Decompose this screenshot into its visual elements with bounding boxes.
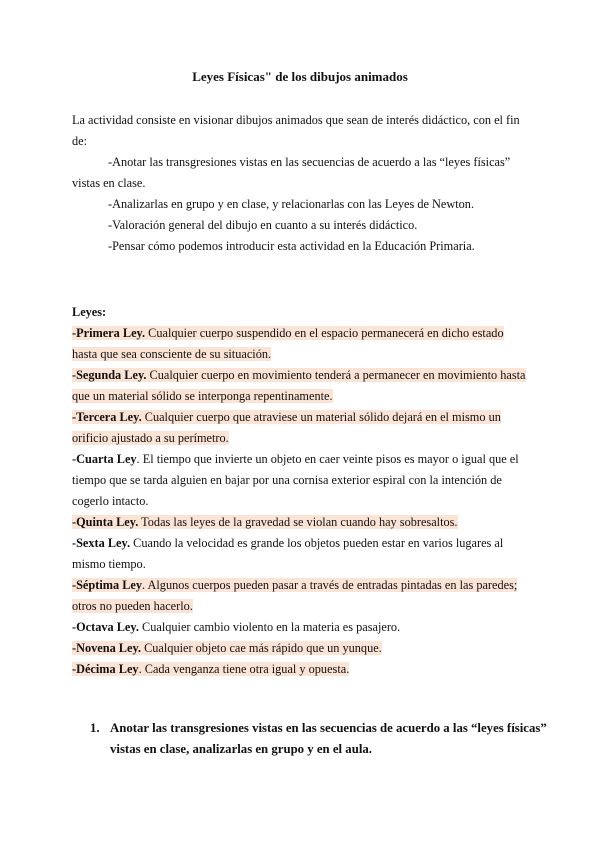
law-label: -Octava Ley. bbox=[72, 620, 139, 634]
law-text: Todas las leyes de la gravedad se violan cuando hay sobresaltos. bbox=[138, 515, 458, 529]
law-label: -Cuarta Ley bbox=[72, 452, 137, 466]
law-item bbox=[72, 407, 530, 449]
law-label: -Primera Ley. bbox=[72, 326, 146, 340]
law-item bbox=[72, 638, 530, 659]
intro-bullet: -Anotar las transgresiones vistas en las secuencias de acuerdo a las “leyes físicas” vistas en clase. bbox=[72, 155, 511, 190]
law-text: Cualquier cuerpo en movimiento tenderá a permanecer en movimiento hasta que un material sólido se interponga repentinamente. bbox=[72, 368, 526, 403]
law-text: . El tiempo que invierte un objeto en caer veinte pisos es mayor o igual que el tiempo que se tarda alguien en bajar por una cornisa exterior espiral con la intención de cogerlo intacto. bbox=[72, 452, 519, 508]
question-text: Anotar las transgresiones vistas en las secuencias de acuerdo a las “leyes físicas” vistas en clase, analizarlas en grupo y en el aula. bbox=[110, 721, 547, 756]
intro-paragraph: La actividad consiste en visionar dibujos animados que sean de interés didáctico, con el fin de: bbox=[72, 113, 520, 148]
law-item bbox=[72, 365, 530, 407]
law-item bbox=[72, 512, 530, 533]
law-item bbox=[72, 617, 530, 638]
law-text: . Algunos cuerpos pueden pasar a través de entradas pintadas en las paredes; otros no pueden hacerlo. bbox=[72, 578, 518, 613]
law-item bbox=[72, 323, 530, 365]
laws-heading: Leyes: bbox=[72, 305, 107, 319]
law-label: -Quinta Ley. bbox=[72, 515, 139, 529]
law-label: -Séptima Ley bbox=[72, 578, 143, 592]
law-label: -Sexta Ley. bbox=[72, 536, 131, 550]
law-text: Cualquier cuerpo que atraviese un material sólido dejará en el mismo un orificio ajustado a su perímetro. bbox=[72, 410, 501, 445]
law-label: -Tercera Ley. bbox=[72, 410, 142, 424]
intro-bullet: -Pensar cómo podemos introducir esta actividad en la Educación Primaria. bbox=[108, 239, 475, 253]
law-label: -Segunda Ley. bbox=[72, 368, 147, 382]
question-number: 1. bbox=[90, 721, 100, 735]
intro-bullet: -Analizarlas en grupo y en clase, y relacionarlas con las Leyes de Newton. bbox=[108, 197, 475, 211]
question-item bbox=[90, 718, 550, 760]
law-text: Cualquier cambio violento en la materia es pasajero. bbox=[138, 620, 401, 634]
law-item bbox=[72, 449, 530, 512]
law-item bbox=[72, 659, 530, 680]
law-text: . Cada venganza tiene otra igual y opuesta. bbox=[138, 662, 350, 676]
law-text: Cualquier cuerpo suspendido en el espacio permanecerá en dicho estado hasta que sea consciente de su situación. bbox=[72, 326, 504, 361]
intro-section bbox=[72, 110, 530, 257]
intro-bullet: -Valoración general del dibujo en cuanto a su interés didáctico. bbox=[108, 218, 418, 232]
law-item bbox=[72, 533, 530, 575]
law-text: Cuando la velocidad es grande los objetos pueden estar en varios lugares al mismo tiempo. bbox=[72, 536, 504, 571]
document-title: Leyes Físicas" de los dibujos animados bbox=[192, 69, 408, 84]
laws-section bbox=[72, 302, 530, 680]
law-label: -Décima Ley bbox=[72, 662, 139, 676]
law-label: -Novena Ley. bbox=[72, 641, 141, 655]
law-item bbox=[72, 575, 530, 617]
law-text: Cualquier objeto cae más rápido que un yunque. bbox=[141, 641, 382, 655]
